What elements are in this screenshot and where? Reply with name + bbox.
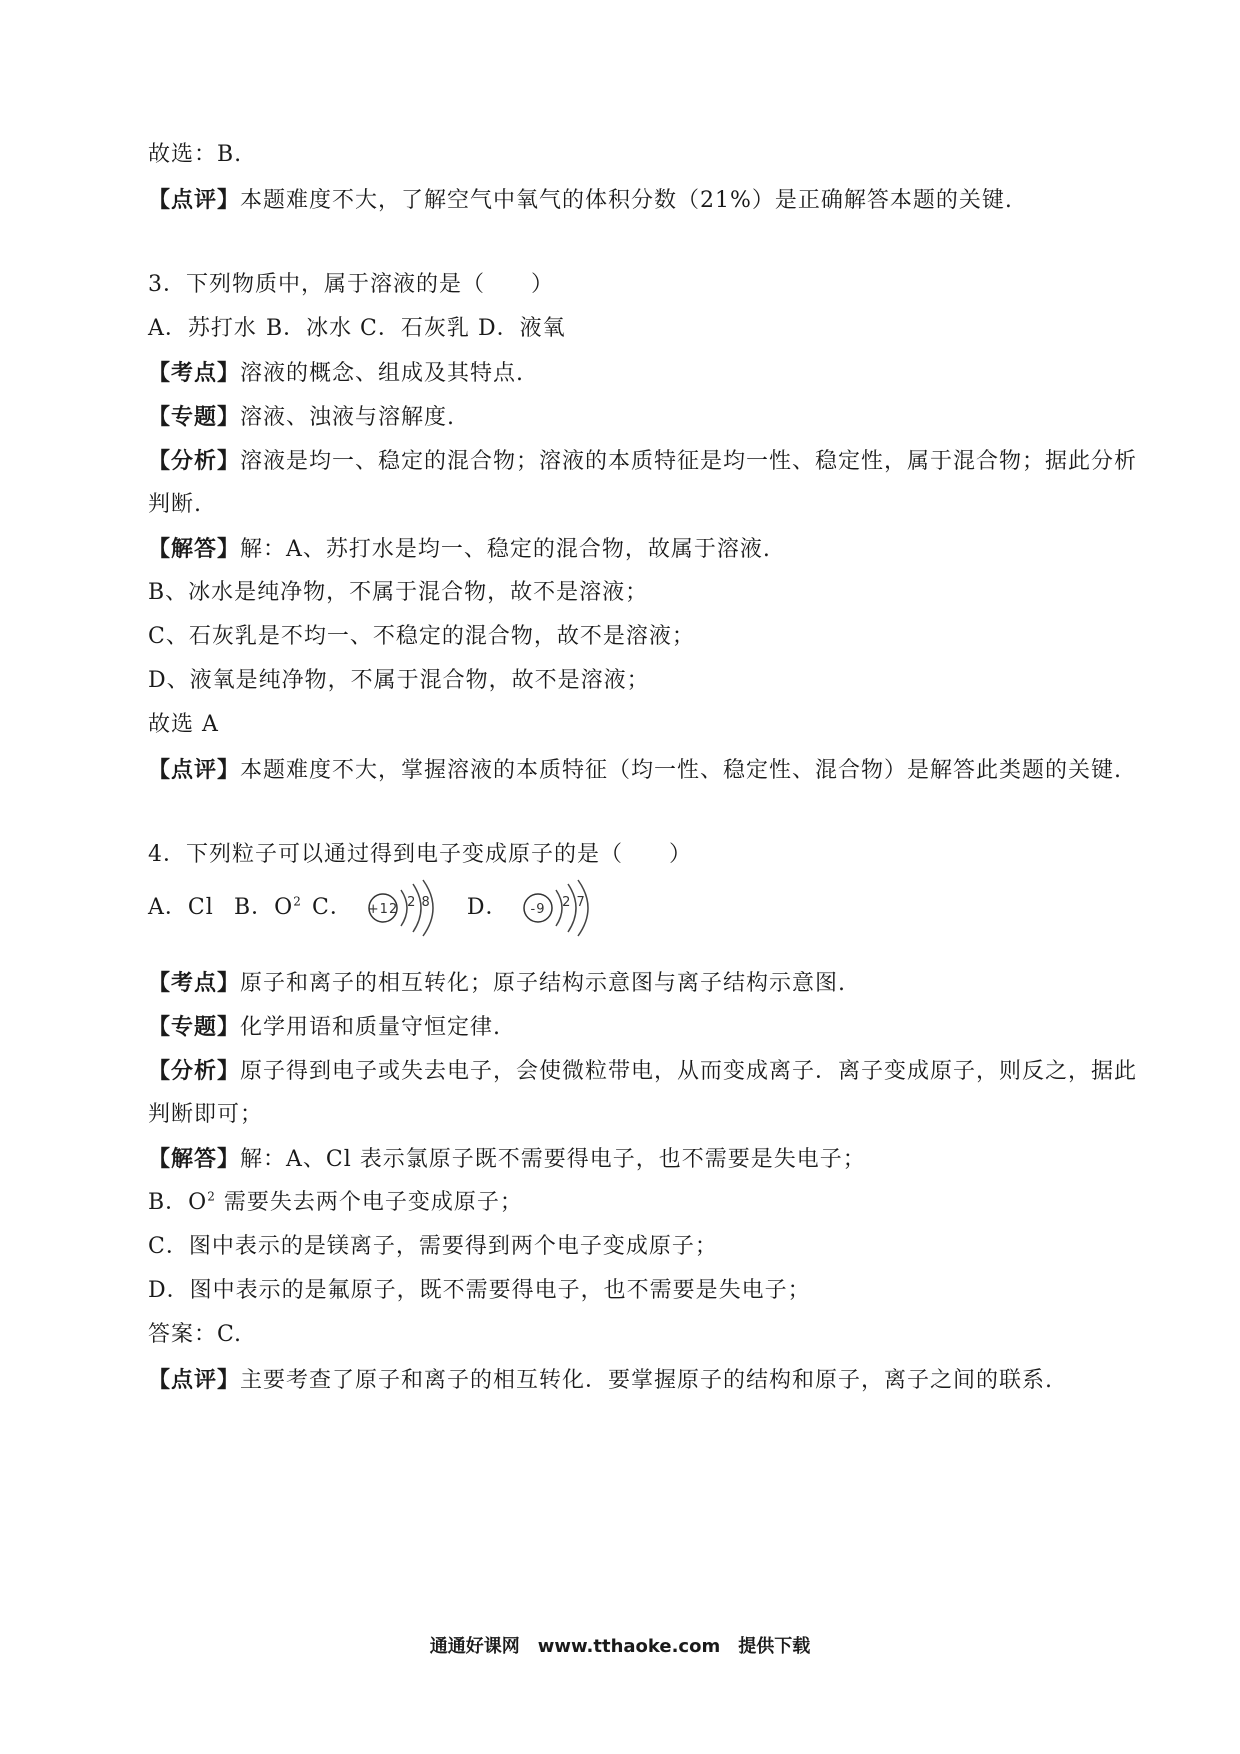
q3-fenxi-cont: 判断. <box>148 492 202 517</box>
fenxi-text: 原子得到电子或失去电子，会使微粒带电，从而变成离子．离子变成原子，则反之，据此 <box>240 1059 1138 1084</box>
review-tag: 【点评】 <box>148 1367 241 1393</box>
nucleus-charge: -9 <box>531 902 546 917</box>
option-a: A．Cl <box>148 895 214 920</box>
q4-answer: 答案：C. <box>148 1322 243 1347</box>
q4-jieda-d: D．图中表示的是氟原子，既不需要得电子，也不需要是失电子； <box>148 1278 811 1303</box>
zhuanti-text: 溶液、浊液与溶解度. <box>240 405 456 430</box>
jieda-tag: 【解答】 <box>148 1146 241 1172</box>
q4-zhuanti <box>148 1012 501 1043</box>
zhuanti-tag: 【专题】 <box>148 1014 241 1040</box>
q3-fenxi <box>148 446 1137 477</box>
review-text: 本题难度不大，了解空气中氧气的体积分数（21%）是正确解答本题的关键. <box>240 188 1013 213</box>
review-tag: 【点评】 <box>148 757 241 783</box>
shell-arc <box>556 890 562 926</box>
q4-fenxi <box>148 1056 1137 1087</box>
q3-question: 3．下列物质中，属于溶液的是（ ） <box>148 272 554 297</box>
option-a: A．苏打水 <box>148 316 257 341</box>
shell-electrons: 2 8 <box>407 895 431 910</box>
option-c <box>312 878 451 938</box>
q4-options <box>148 878 606 938</box>
q3-jieda <box>148 534 771 565</box>
jieda-b-post: 需要失去两个电子变成原子； <box>215 1190 523 1215</box>
kaodian-tag: 【考点】 <box>148 970 241 996</box>
kaodian-tag: 【考点】 <box>148 360 241 386</box>
q3-jieda-b: B、冰水是纯净物，不属于混合物，故不是溶液； <box>148 580 649 605</box>
jieda-text: 解：A、Cl 表示氯原子既不需要得电子，也不需要是失电子； <box>240 1147 866 1172</box>
option-d-label: D． <box>466 895 509 920</box>
jieda-tag: 【解答】 <box>148 536 241 562</box>
q3-review <box>148 755 1122 786</box>
option-d: D．液氧 <box>478 316 566 341</box>
q4-kaodian <box>148 968 846 999</box>
magnesium-ion-structure-diagram <box>361 878 451 938</box>
shell-electrons: 2 7 <box>562 895 587 910</box>
fenxi-tag: 【分析】 <box>148 448 241 474</box>
option-b <box>234 878 312 938</box>
jieda-text: 解：A、苏打水是均一、稳定的混合物，故属于溶液. <box>240 537 771 562</box>
q4-review <box>148 1365 1053 1396</box>
q3-options <box>148 314 566 344</box>
q4-jieda-c: C．图中表示的是镁离子，需要得到两个电子变成原子； <box>148 1234 718 1259</box>
q3-kaodian <box>148 358 524 389</box>
fenxi-text: 溶液是均一、稳定的混合物；溶液的本质特征是均一性、稳定性，属于混合物；据此分析 <box>240 449 1138 474</box>
kaodian-text: 原子和离子的相互转化；原子结构示意图与离子结构示意图. <box>240 971 847 996</box>
review-tag: 【点评】 <box>148 187 241 213</box>
option-b: B．冰水 <box>266 316 353 341</box>
q4-jieda <box>148 1144 866 1175</box>
q3-zhuanti <box>148 402 455 433</box>
option-c: C．石灰乳 <box>360 316 470 341</box>
q4-question: 4．下列粒子可以通过得到电子变成原子的是（ ） <box>148 842 692 867</box>
q4-fenxi-cont: 判断即可； <box>148 1102 264 1127</box>
zhuanti-tag: 【专题】 <box>148 404 241 430</box>
review-text: 主要考查了原子和离子的相互转化．要掌握原子的结构和原子，离子之间的联系. <box>240 1368 1054 1393</box>
jieda-b-charge: 2 <box>207 1189 216 1204</box>
fluorine-atom-structure-diagram <box>516 878 606 938</box>
option-c-label: C． <box>312 895 353 920</box>
kaodian-text: 溶液的概念、组成及其特点. <box>240 361 525 386</box>
review-text: 本题难度不大，掌握溶液的本质特征（均一性、稳定性、混合物）是解答此类题的关键. <box>240 758 1123 783</box>
q3-choice: 故选 A <box>148 712 219 737</box>
q2-review <box>148 185 1013 216</box>
option-d <box>467 878 607 938</box>
jieda-b-pre: B．O <box>148 1190 208 1215</box>
q4-jieda-b <box>148 1188 523 1218</box>
q3-jieda-d: D、液氧是纯净物，不属于混合物，故不是溶液； <box>148 668 650 693</box>
q3-jieda-c: C、石灰乳是不均一、不稳定的混合物，故不是溶液； <box>148 624 695 649</box>
option-b-charge: 2 <box>293 894 302 909</box>
nucleus-charge: +12 <box>367 902 399 917</box>
fenxi-tag: 【分析】 <box>148 1058 241 1084</box>
option-b-label: B．O <box>234 895 294 920</box>
footer-credit: 通通好课网 www.tthaoke.com 提供下载 <box>429 1636 811 1657</box>
shell-arc <box>401 890 407 926</box>
zhuanti-text: 化学用语和质量守恒定律. <box>240 1015 502 1040</box>
q2-choice: 故选：B. <box>148 142 243 167</box>
